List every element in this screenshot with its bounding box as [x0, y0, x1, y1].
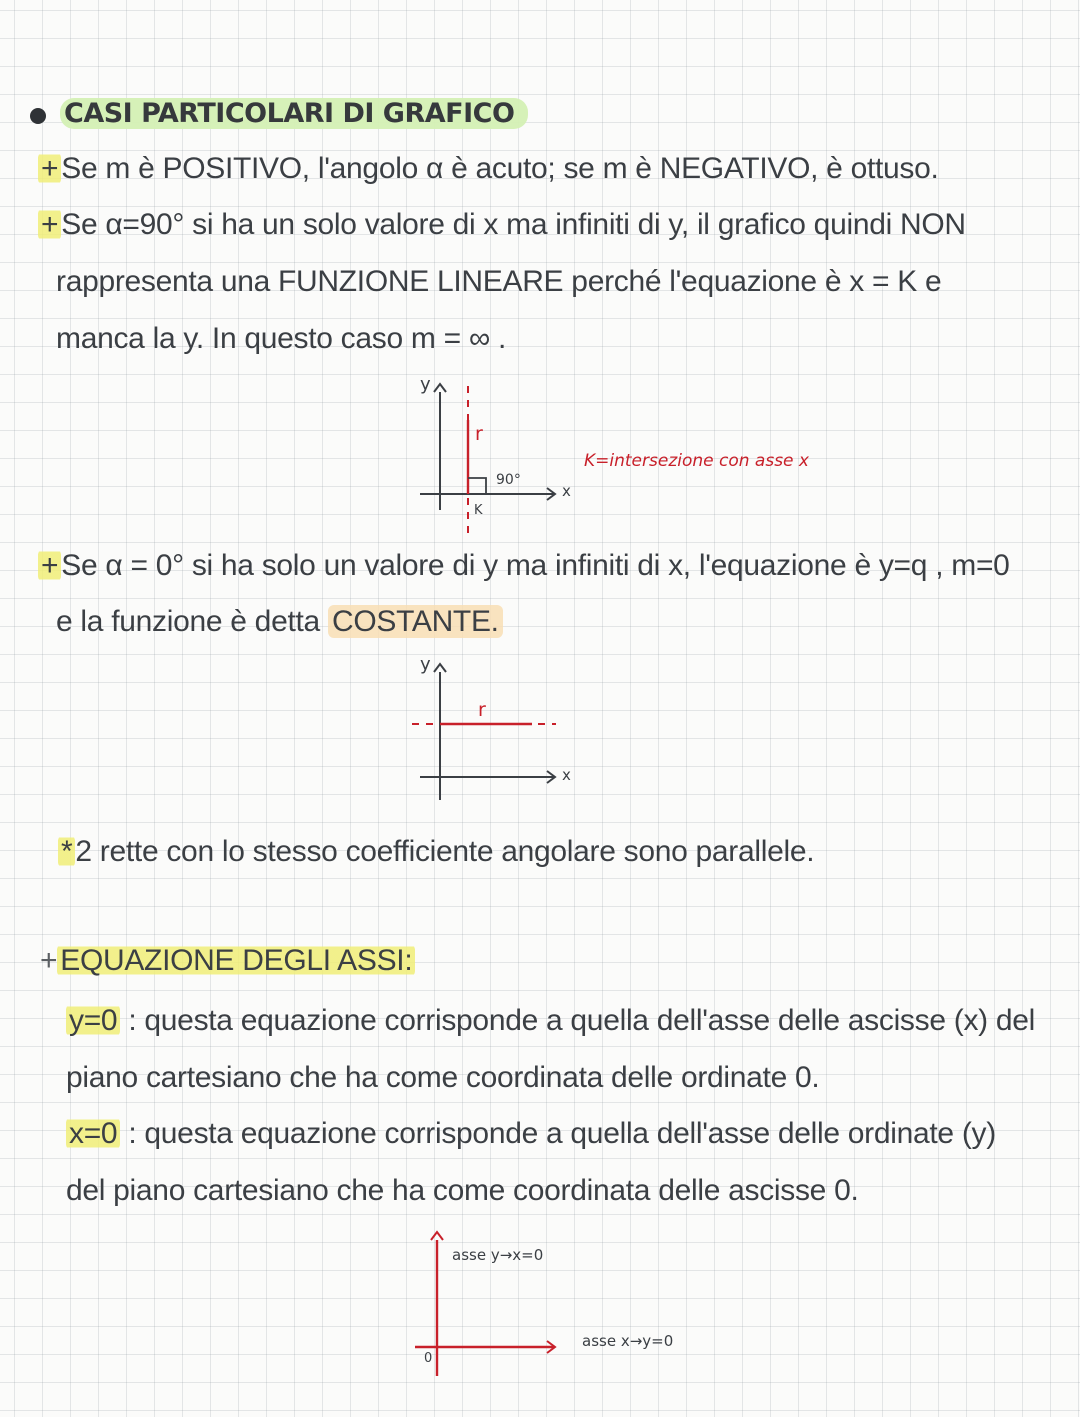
origin-label: 0 [424, 1351, 433, 1366]
x-label: x [562, 766, 571, 784]
costante-highlight: COSTANTE. [328, 605, 503, 638]
x-axis-note: asse x→y=0 [582, 1332, 674, 1350]
heading-text: CASI PARTICOLARI DI GRAFICO [60, 98, 528, 129]
axes-title-text: EQUAZIONE DEGLI ASSI: [57, 944, 415, 977]
x0-text: : questa equazione corrisponde a quella dell'asse delle ordinate (y) [120, 1117, 996, 1150]
axes-equation-graph [415, 1232, 673, 1376]
angle-label: 90° [496, 472, 521, 488]
paragraph-90-line2: rappresenta una FUNZIONE LINEARE perché l'equazione è x = K e [56, 265, 942, 298]
paragraph-parallel [58, 835, 814, 869]
x-label: x [562, 482, 571, 500]
plus-mark: + [38, 208, 61, 241]
plus-mark: + [40, 944, 58, 977]
plus-mark: + [38, 549, 61, 582]
r-label: r [478, 699, 486, 721]
p90-line1: Se α=90° si ha un solo valore di x ma infiniti di y, il grafico quindi NON [61, 208, 966, 241]
y-arrow [434, 384, 446, 392]
axes-y0-line1 [66, 1004, 1035, 1038]
y-label: y [420, 654, 431, 675]
star-mark: * [58, 835, 75, 868]
y-arrow [434, 664, 446, 672]
k-label: K [474, 503, 483, 518]
plus-mark: + [38, 152, 61, 185]
p0-line1: Se α = 0° si ha solo un valore di y ma infiniti di x, l'equazione è y=q , m=0 [61, 549, 1010, 582]
y0-text: : questa equazione corrisponde a quella dell'asse delle ascisse (x) del [120, 1004, 1035, 1037]
p0-line2-pre: e la funzione è detta [56, 605, 328, 638]
paragraph-0-line2 [56, 605, 503, 639]
axes-x0-line2: del piano cartesiano che ha come coordinata delle ascisse 0. [66, 1174, 859, 1207]
paragraph-90-line3: manca la y. In questo caso m = ∞ . [56, 322, 507, 355]
r-label: r [475, 423, 483, 445]
paragraph-0-line1 [38, 549, 1010, 583]
axes-x0-line1 [66, 1117, 996, 1151]
vertical-line-graph [420, 374, 810, 536]
y-arrow [431, 1232, 443, 1240]
axes-y0-line2: piano cartesiano che ha come coordinata delle ordinate 0. [66, 1061, 820, 1094]
axes-title [40, 944, 415, 978]
right-angle-mark [468, 478, 486, 494]
y0-highlight: y=0 [66, 1004, 120, 1037]
x0-highlight: x=0 [66, 1117, 120, 1150]
y-label: y [420, 374, 431, 395]
parallel-text: 2 rette con lo stesso coefficiente angolare sono parallele. [75, 835, 815, 868]
y-axis-note: asse y→x=0 [452, 1246, 544, 1264]
k-note: K=intersezione con asse x [584, 451, 809, 471]
constant-line-graph [412, 654, 571, 800]
sign-of-m-text: Se m è POSITIVO, l'angolo α è acuto; se m è NEGATIVO, è ottuso. [61, 152, 939, 185]
